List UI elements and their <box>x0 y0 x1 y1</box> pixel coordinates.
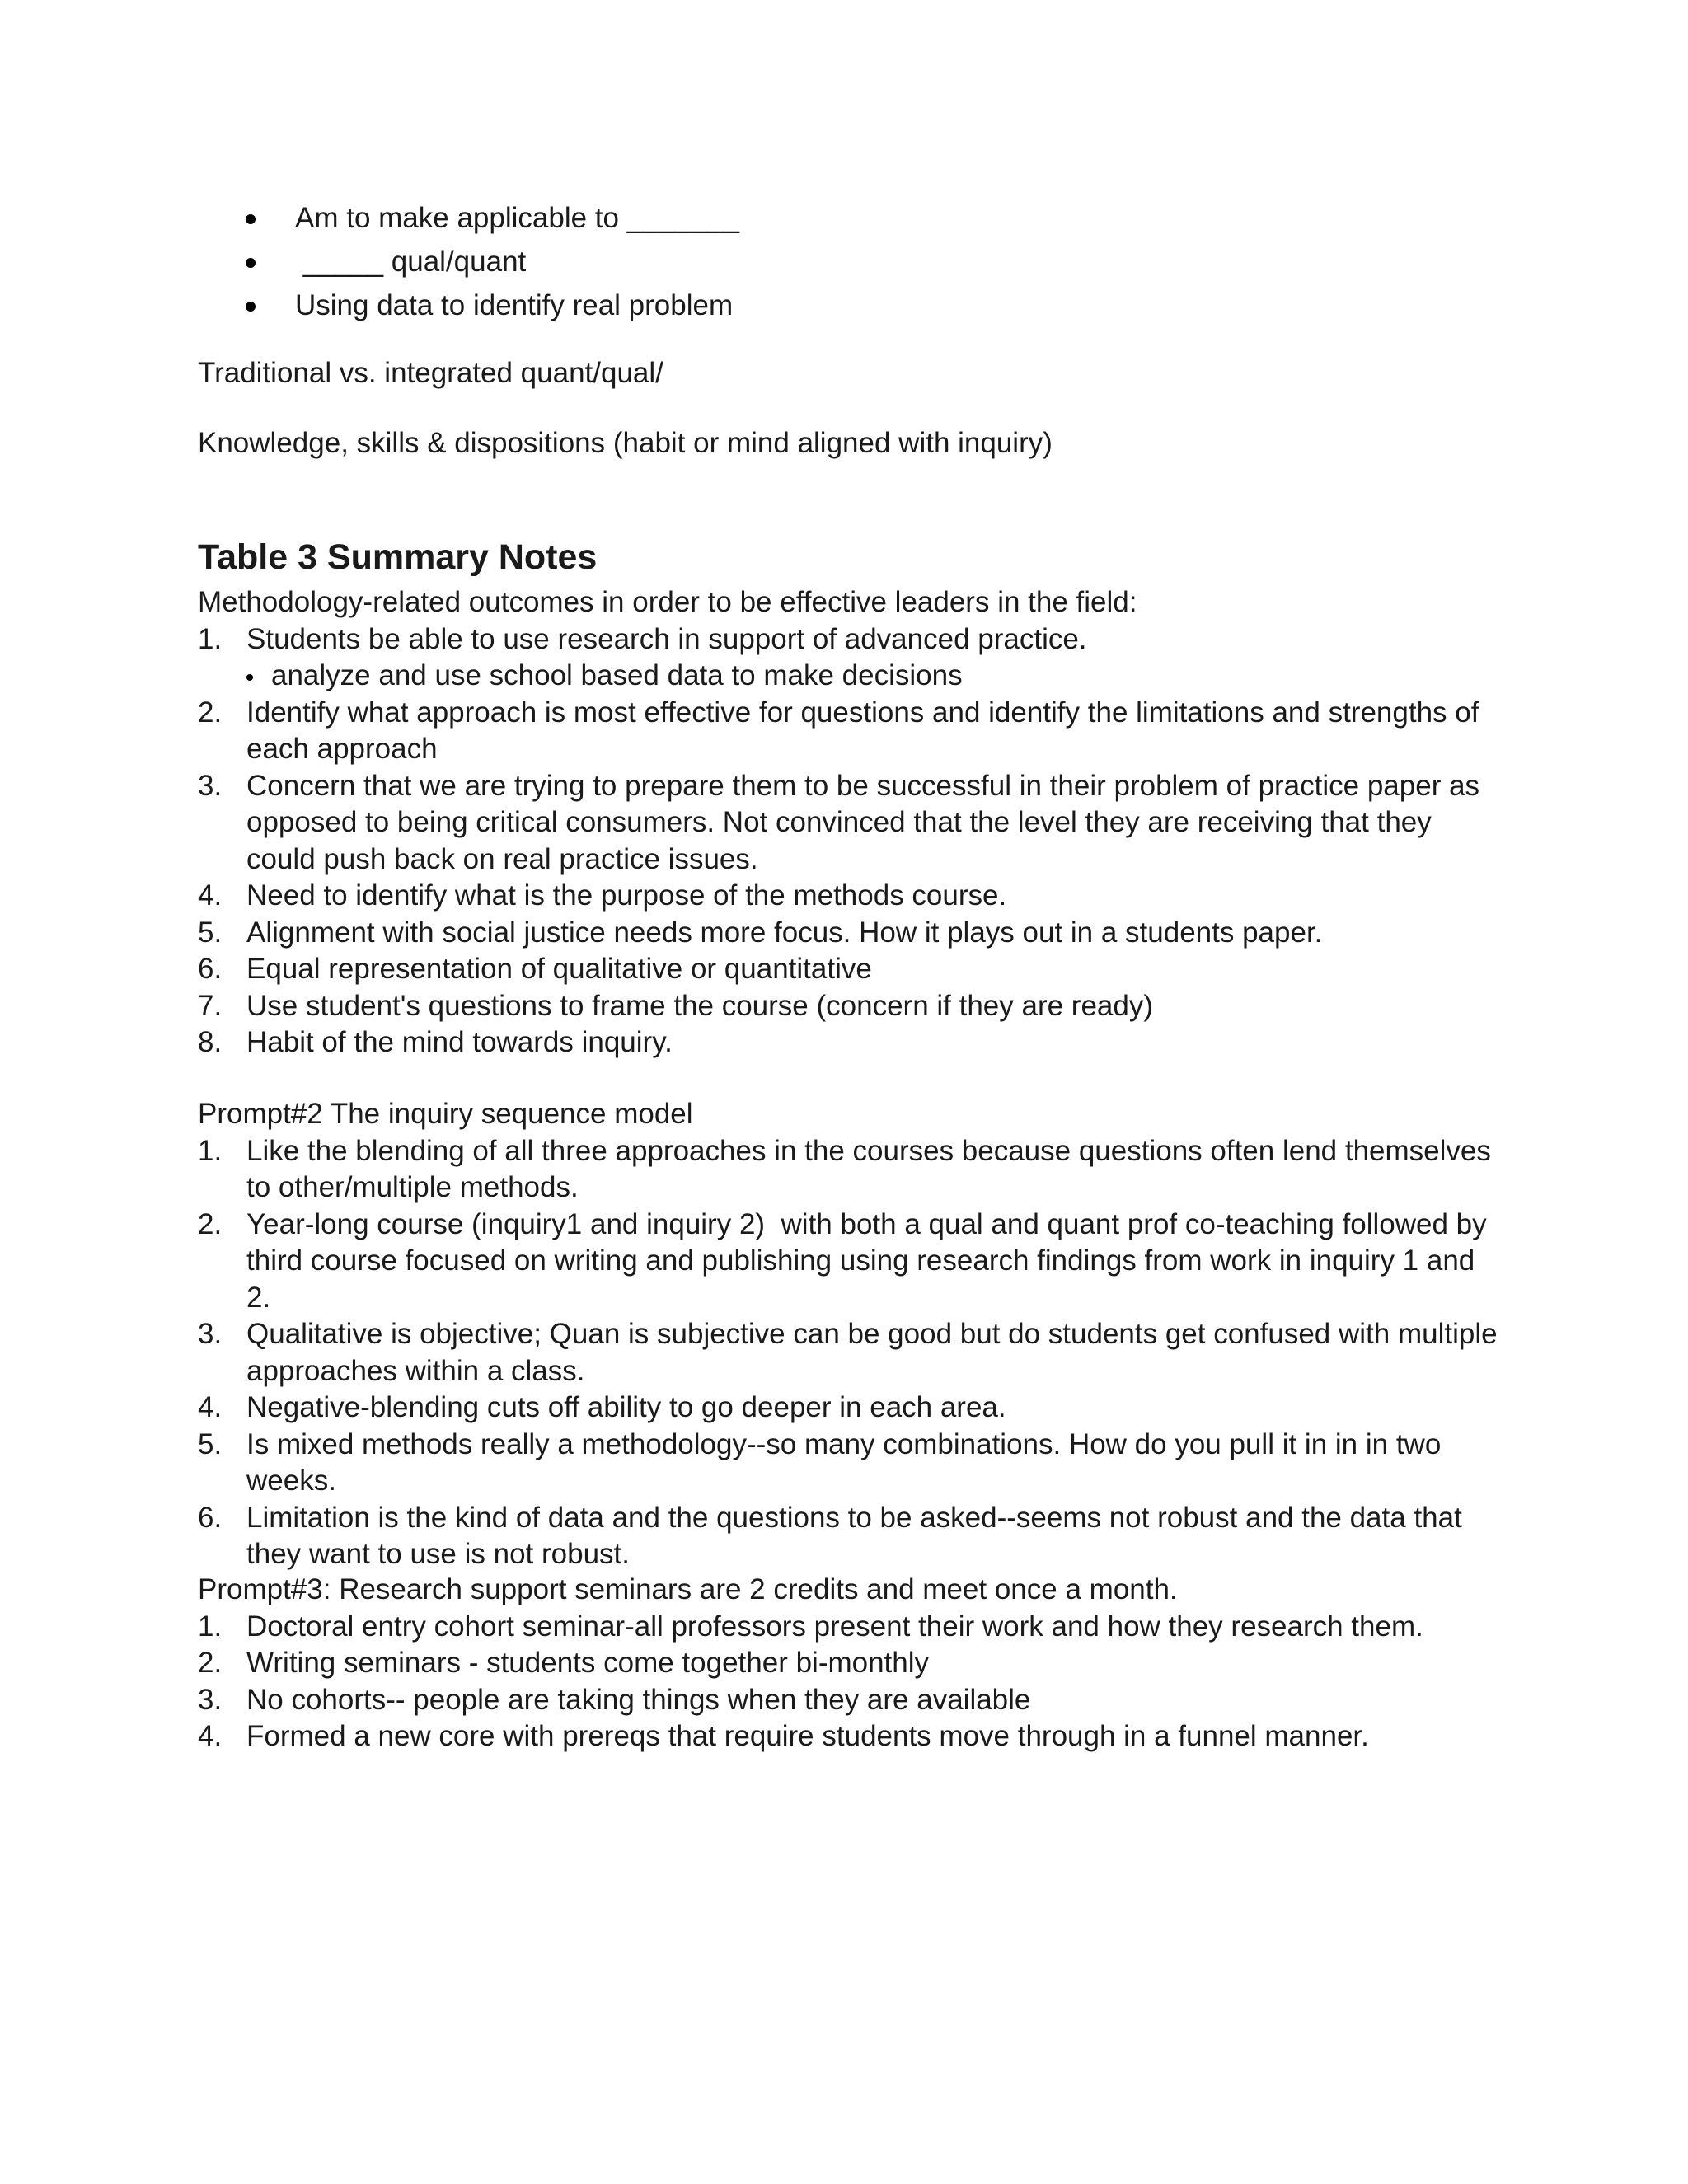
list-item <box>198 1316 1500 1390</box>
section-intro: Methodology-related outcomes in order to be effective leaders in the field: <box>198 586 1137 618</box>
list-item <box>198 695 1500 768</box>
item-text: Limitation is the kind of data and the questions to be asked--seems not robust and the data that they want to use is not robust. <box>246 1501 1462 1570</box>
item-number: 2. <box>198 696 223 729</box>
bullet-item <box>198 196 739 240</box>
sub-list <box>246 658 1500 695</box>
list-item <box>198 951 1500 988</box>
item-text: Need to identify what is the purpose of the methods course. <box>246 879 1007 912</box>
list-item <box>198 1718 1500 1755</box>
list-item <box>198 878 1500 915</box>
list-item <box>198 1500 1500 1573</box>
item-text: Students be able to use research in support of advanced practice. <box>246 622 1087 655</box>
item-text: Doctoral entry cohort seminar-all professors present their work and how they research them. <box>246 1610 1423 1643</box>
bullet-text: Am to make applicable to _______ <box>295 202 739 234</box>
bullet-dot-icon <box>246 258 256 268</box>
item-text: Like the blending of all three approaches in the courses because questions often lend themselves to other/multiple methods. <box>246 1134 1491 1203</box>
bullet-item <box>198 284 739 327</box>
list-item <box>198 1390 1500 1427</box>
item-text: Writing seminars - students come together bi-monthly <box>246 1647 930 1679</box>
item-number: 6. <box>198 953 223 985</box>
list-item <box>198 768 1500 879</box>
item-text: Use student's questions to frame the course (concern if they are ready) <box>246 989 1154 1022</box>
item-number: 2. <box>198 1207 223 1240</box>
item-text: Negative-blending cuts off ability to go deeper in each area. <box>246 1391 1006 1423</box>
prompt-3-section <box>198 1572 1500 1755</box>
item-number: 3. <box>198 1683 223 1716</box>
bullet-dot-icon <box>246 674 253 681</box>
top-bullet-list <box>198 196 739 327</box>
bullet-dot-icon <box>246 214 256 224</box>
item-text: Year-long course (inquiry1 and inquiry 2) with both a qual and quant prof co-teaching followed by third course focused on writing and publishing using research findings from work in inquiry 1 and 2. <box>246 1207 1495 1314</box>
bullet-dot-icon <box>246 302 256 312</box>
list-item <box>198 1427 1500 1500</box>
item-text: Formed a new core with prereqs that require students move through in a funnel manner. <box>246 1720 1369 1752</box>
bullet-item <box>198 240 739 284</box>
list-item <box>198 915 1500 952</box>
sub-item-text: analyze and use school based data to make decisions <box>271 659 963 691</box>
item-text: Alignment with social justice needs more focus. How it plays out in a students paper. <box>246 916 1323 949</box>
item-number: 7. <box>198 989 223 1022</box>
item-number: 4. <box>198 1391 223 1423</box>
list-item <box>198 1133 1500 1207</box>
item-text: Habit of the mind towards inquiry. <box>246 1026 673 1058</box>
item-number: 1. <box>198 1134 223 1167</box>
item-text: Identify what approach is most effective for questions and identify the limitations and strengths of each approach <box>246 696 1479 765</box>
item-number: 8. <box>198 1026 223 1058</box>
item-text: Equal representation of qualitative or quantitative <box>246 953 872 985</box>
item-text: No cohorts-- people are taking things when they are available <box>246 1683 1031 1716</box>
paragraph-knowledge: Knowledge, skills & dispositions (habit or mind aligned with inquiry) <box>198 427 1053 459</box>
summary-notes-section <box>198 584 1500 1062</box>
bullet-text: _____ qual/quant <box>295 246 527 278</box>
item-number: 4. <box>198 879 223 912</box>
item-number: 4. <box>198 1720 223 1752</box>
sub-list-item <box>246 658 1500 695</box>
item-number: 3. <box>198 1318 223 1350</box>
section-intro: Prompt#3: Research support seminars are 2 credits and meet once a month. <box>198 1573 1178 1605</box>
section-intro: Prompt#2 The inquiry sequence model <box>198 1098 693 1130</box>
list-item <box>198 1024 1500 1062</box>
item-text: Concern that we are trying to prepare them to be successful in their problem of practice paper as opposed to being critical consumers. Not convinced that the level they are receiving that they could push back on real practice issues. <box>246 769 1480 875</box>
item-text: Qualitative is objective; Quan is subjective can be good but do students get confused with multiple approaches within a class. <box>246 1318 1498 1387</box>
list-item <box>198 1609 1500 1646</box>
list-item <box>198 1207 1500 1317</box>
item-number: 5. <box>198 916 223 949</box>
bullet-text: Using data to identify real problem <box>295 289 734 321</box>
item-number: 3. <box>198 769 223 802</box>
item-text: Is mixed methods really a methodology--so many combinations. How do you pull it in in in two weeks. <box>246 1427 1442 1497</box>
item-number: 1. <box>198 1610 223 1643</box>
prompt-2-section <box>198 1096 1500 1573</box>
numbered-list <box>198 1133 1500 1573</box>
item-number: 5. <box>198 1427 223 1460</box>
list-item <box>198 988 1500 1025</box>
item-number: 1. <box>198 622 223 655</box>
numbered-list <box>198 621 1500 1062</box>
section-heading: Table 3 Summary Notes <box>198 537 598 577</box>
list-item <box>198 621 1500 695</box>
paragraph-traditional: Traditional vs. integrated quant/qual/ <box>198 357 663 389</box>
item-number: 2. <box>198 1647 223 1679</box>
numbered-list <box>198 1609 1500 1755</box>
list-item <box>198 1682 1500 1719</box>
list-item <box>198 1645 1500 1682</box>
item-number: 6. <box>198 1501 223 1534</box>
